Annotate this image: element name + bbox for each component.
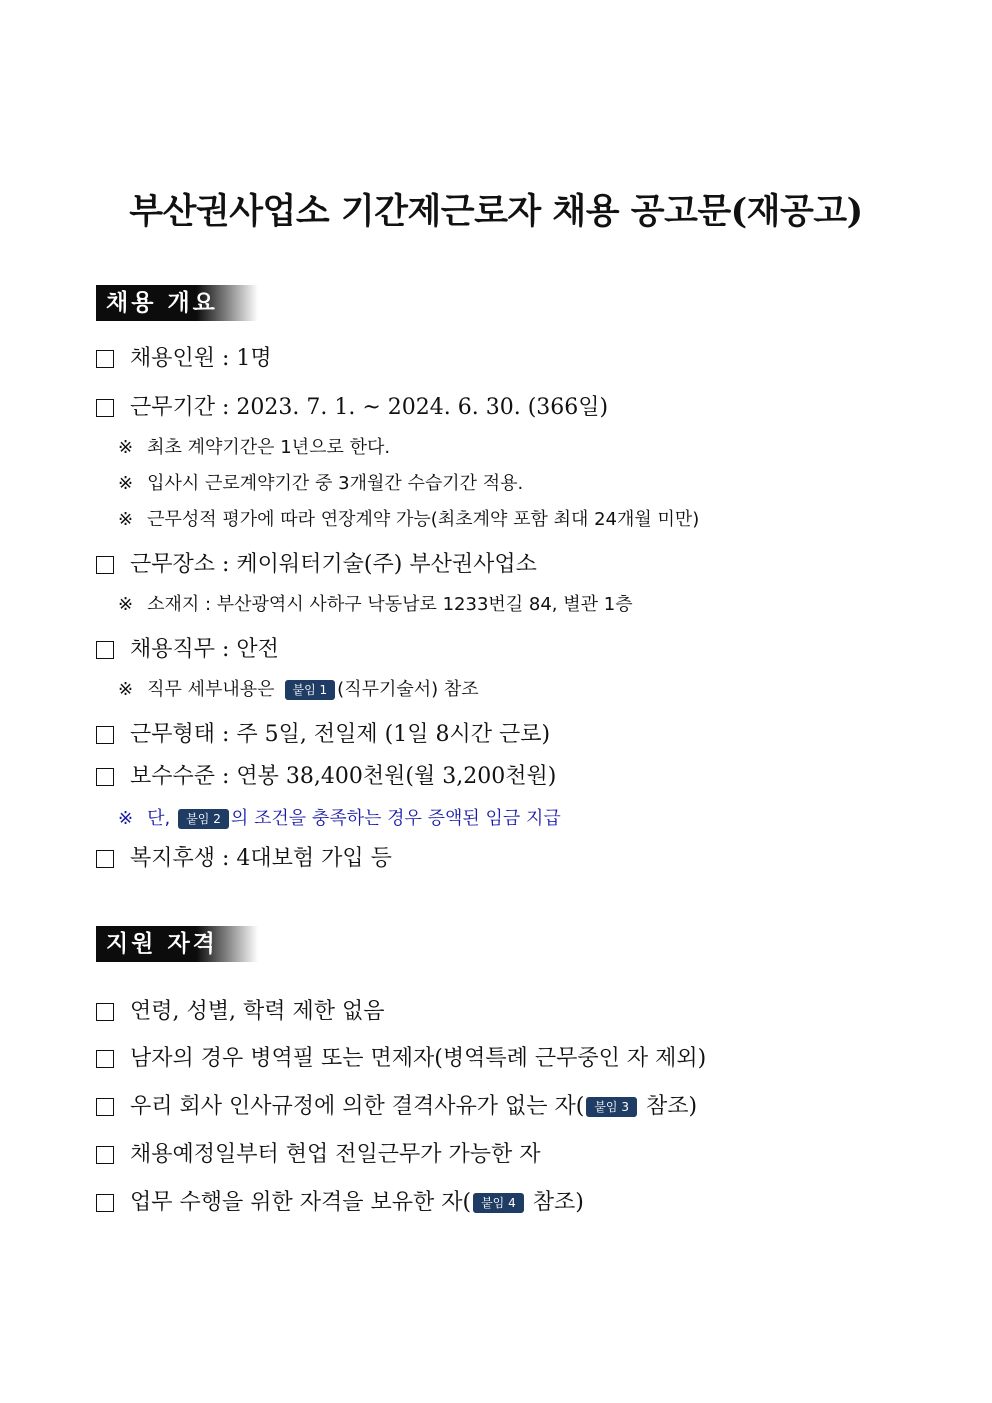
item-text: 근무장소 : 케이워터기술(주) 부산권사업소: [130, 552, 537, 577]
item-qualification-4: [96, 1140, 541, 1170]
attachment-badge: 붙임 2: [178, 809, 229, 829]
checkbox-icon: [96, 399, 114, 417]
note-text: 의 조건을 충족하는 경우 증액된 임금 지급: [230, 808, 561, 829]
item-text: 남자의 경우 병역필 또는 면제자(병역특례 근무중인 자 제외): [130, 1046, 707, 1071]
reference-mark: ※: [118, 473, 134, 494]
item-text: 보수수준 : 연봉 38,400천원(월 3,200천원): [130, 764, 557, 789]
checkbox-icon: [96, 850, 114, 868]
item-workplace: [96, 550, 537, 580]
reference-mark: ※: [118, 437, 134, 458]
checkbox-icon: [96, 768, 114, 786]
attachment-badge: 붙임 4: [473, 1193, 524, 1213]
note-text: 근무성적 평가에 따라 연장계약 가능(최초계약 포함 최대 24개월 미만): [147, 509, 700, 530]
item-text: 복지후생 : 4대보험 가입 등: [130, 846, 392, 871]
item-qualification-3: [96, 1092, 697, 1122]
reference-mark: ※: [118, 594, 134, 615]
checkbox-icon: [96, 350, 114, 368]
reference-mark: ※: [118, 679, 134, 700]
page-title: 부산권사업소 기간제근로자 채용 공고문(재공고): [129, 191, 863, 232]
item-text: 채용예정일부터 현업 전일근무가 가능한 자: [130, 1142, 541, 1167]
checkbox-icon: [96, 556, 114, 574]
section-heading-overview: 채용 개요: [96, 285, 258, 321]
item-text: 연령, 성별, 학력 제한 없음: [130, 999, 385, 1024]
note-text: (직무기술서) 참조: [337, 679, 479, 700]
note-period-3: [118, 507, 699, 533]
item-pay: [96, 762, 556, 792]
checkbox-icon: [96, 1194, 114, 1212]
item-text: 업무 수행을 위한 자격을 보유한 자(: [130, 1190, 472, 1215]
item-text: 근무기간 : 2023. 7. 1. ~ 2024. 6. 30. (366일): [130, 395, 609, 420]
note-period-2: [118, 471, 523, 497]
attachment-badge: 붙임 1: [285, 680, 336, 700]
note-job: [118, 677, 479, 703]
note-address: [118, 592, 633, 618]
note-period-1: [118, 435, 390, 461]
checkbox-icon: [96, 1098, 114, 1116]
note-pay: [118, 806, 561, 832]
item-qualification-1: [96, 997, 384, 1027]
attachment-badge: 붙임 3: [586, 1097, 637, 1117]
checkbox-icon: [96, 726, 114, 744]
item-job: [96, 635, 279, 665]
item-qualification-2: [96, 1044, 706, 1074]
reference-mark: ※: [118, 509, 134, 530]
item-work-type: [96, 720, 550, 750]
note-text: 단,: [147, 808, 171, 829]
checkbox-icon: [96, 641, 114, 659]
item-qualification-5: [96, 1188, 584, 1218]
item-recruit-count: [96, 344, 272, 374]
checkbox-icon: [96, 1003, 114, 1021]
section-heading-qualifications: 지원 자격: [96, 926, 258, 962]
item-text: 참조): [638, 1094, 698, 1119]
note-text: 소재지 : 부산광역시 사하구 낙동남로 1233번길 84, 별관 1층: [147, 594, 633, 615]
item-work-period: [96, 393, 608, 423]
note-text: 최초 계약기간은 1년으로 한다.: [147, 437, 391, 458]
note-text: 직무 세부내용은: [147, 679, 275, 700]
item-text: 채용직무 : 안전: [130, 637, 279, 662]
note-text: 입사시 근로계약기간 중 3개월간 수습기간 적용.: [147, 473, 524, 494]
item-text: 채용인원 : 1명: [130, 346, 272, 371]
item-text: 근무형태 : 주 5일, 전일제 (1일 8시간 근로): [130, 722, 551, 747]
checkbox-icon: [96, 1050, 114, 1068]
item-welfare: [96, 844, 392, 874]
item-text: 참조): [525, 1190, 584, 1215]
reference-mark: ※: [118, 808, 134, 829]
item-text: 우리 회사 인사규정에 의한 결격사유가 없는 자(: [130, 1094, 585, 1119]
checkbox-icon: [96, 1146, 114, 1164]
